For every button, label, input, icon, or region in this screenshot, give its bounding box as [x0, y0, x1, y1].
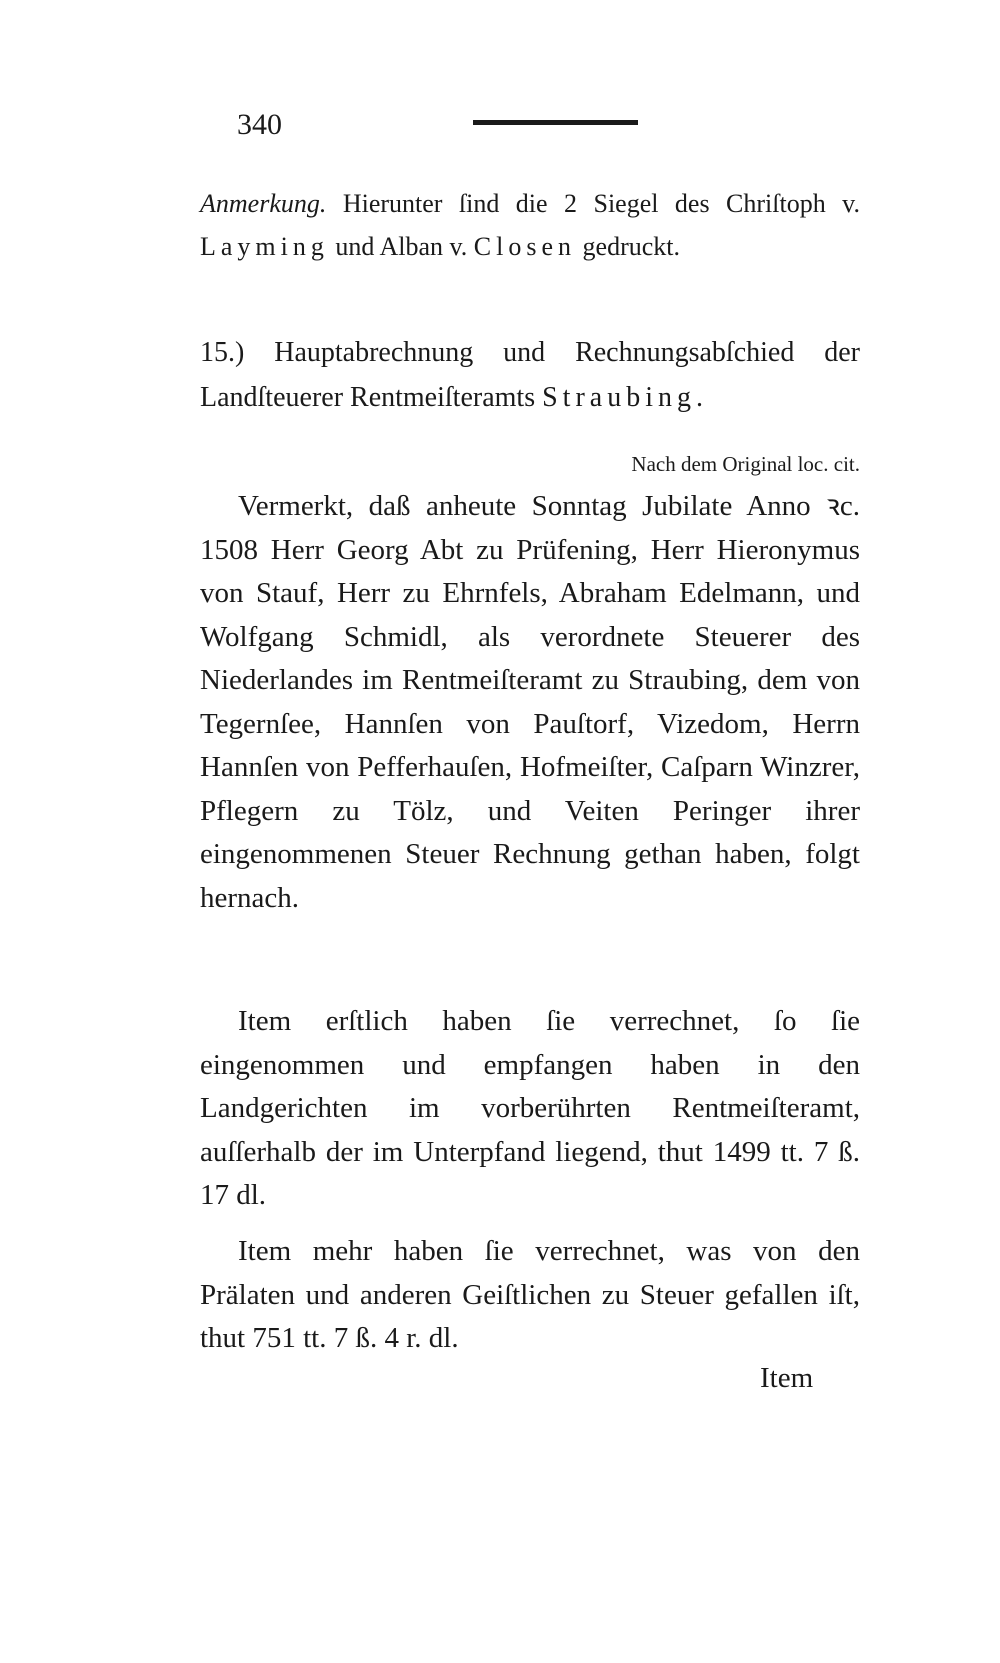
note-text-a: Hierunter ſind die 2 Siegel des Chriſtoph v.	[326, 189, 860, 218]
section-heading	[200, 330, 860, 420]
heading-text-a: 15.) Hauptabrechnung und Rechnungsabſchied der Landſteuerer Rentmeiſteramts	[200, 337, 860, 413]
note-name-closen: Closen	[473, 232, 577, 261]
note-label: Anmerkung.	[200, 189, 327, 218]
paragraph-2: Item erſtlich haben ſie verrechnet, ſo ſie eingenommen und empfangen haben in den Landgerichten im vorberührten Rentmeiſteramt, auſſerhalb der im Unterpfand liegend, thut 1499 tt. 7 ß. 17 dl.	[200, 1005, 860, 1211]
paragraph-3: Item mehr haben ſie verrechnet, was von den Prälaten und anderen Geiſtlichen zu Steuer gefallen iſt, thut 751 tt. 7 ß. 4 r. dl.	[200, 1235, 860, 1354]
header-rule	[473, 120, 638, 125]
note-text-c: gedruckt.	[576, 232, 680, 261]
annotation-note	[200, 182, 860, 268]
source-citation: Nach dem Original loc. cit.	[631, 452, 860, 476]
catchword: Item	[760, 1362, 814, 1394]
page-number: 340	[237, 108, 282, 141]
page-header	[237, 108, 862, 158]
note-name-layming: Layming	[200, 232, 329, 261]
paragraph-1: Vermerkt, daß anheute Sonntag Jubilate Anno ꝛc. 1508 Herr Georg Abt zu Prüfening, Herr Hieronymus von Stauf, Herr zu Ehrnfels, Abraham Edelmann, und Wolfgang Schmidl, als verordnete Steuerer des Niederlandes im Rentmeiſteramt zu Straubing, dem von Tegernſee, Hannſen von Pauſtorf, Vizedom, Herrn Hannſen von Pefferhauſen, Hofmeiſter, Caſparn Winzrer, Pflegern zu Tölz, und Veiten Peringer ihrer eingenommenen Steuer Rechnung gethan haben, folgt hernach.	[200, 490, 860, 914]
note-text-b: und Alban v.	[328, 232, 474, 261]
heading-text-b: .	[695, 382, 703, 413]
heading-place: Straubing	[542, 382, 696, 413]
